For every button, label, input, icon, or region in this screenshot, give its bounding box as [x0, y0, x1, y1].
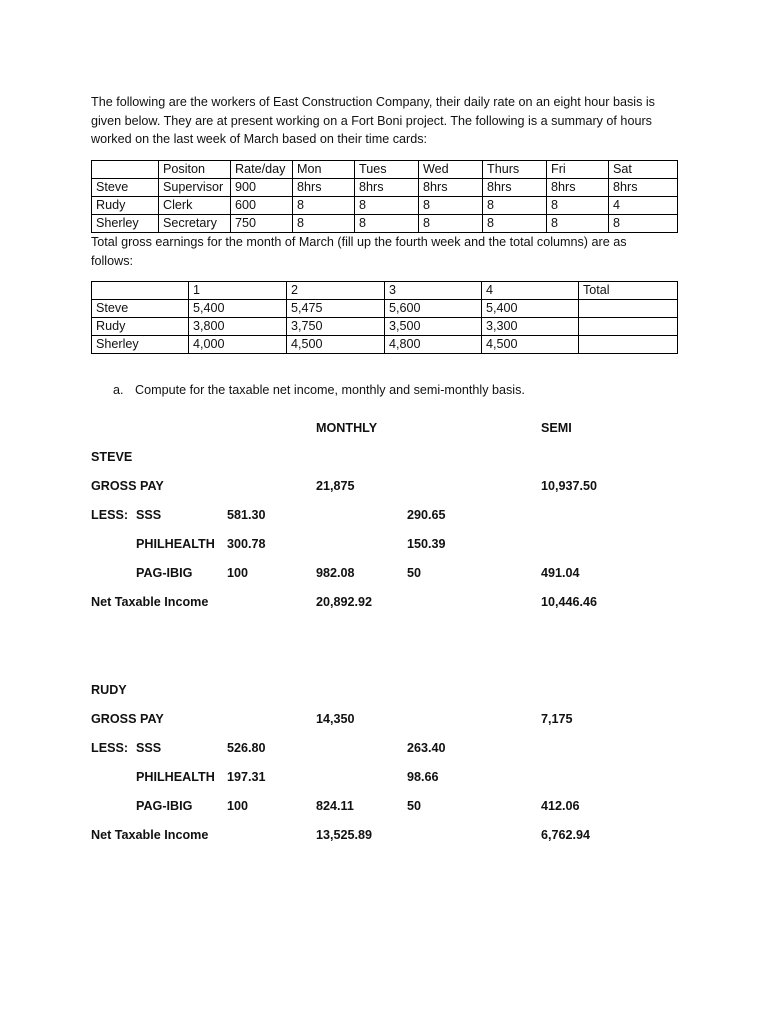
rudy-philhealth: 197.31	[227, 770, 266, 784]
table-cell: Steve	[92, 179, 159, 197]
table-cell: 8hrs	[547, 179, 609, 197]
table-cell: 600	[231, 197, 293, 215]
table-header-cell: Tues	[355, 161, 419, 179]
pagibig-label: PAG-IBIG	[136, 799, 193, 813]
rudy-sss-semi: 263.40	[407, 741, 446, 755]
steve-net-semi: 10,446.46	[541, 595, 598, 609]
earnings-intro-paragraph	[91, 233, 681, 270]
table-header-cell: 2	[287, 282, 385, 300]
table-cell: Sherley	[92, 215, 159, 233]
intro-line: The following are the workers of East Construction Company, their daily rate on an eight hour basis is	[91, 95, 655, 109]
philhealth-label: PHILHEALTH	[136, 537, 215, 551]
rudy-pagibig-semi: 50	[407, 799, 422, 813]
table-cell: 5,475	[287, 300, 385, 318]
rudy-gross-semi: 7,175	[541, 712, 573, 726]
table-cell: 8hrs	[483, 179, 547, 197]
table-cell: 8	[293, 197, 355, 215]
rudy-net-monthly: 13,525.89	[316, 828, 373, 842]
table-cell: 3,800	[189, 318, 287, 336]
monthly-header: MONTHLY	[316, 421, 378, 435]
table-cell: Secretary	[159, 215, 231, 233]
hours-table	[91, 160, 678, 233]
steve-gross-monthly: 21,875	[316, 479, 355, 493]
table-cell: 3,750	[287, 318, 385, 336]
hours-row	[92, 197, 678, 215]
table-header-cell: Total	[579, 282, 678, 300]
intro-line: given below. They are at present working on a Fort Boni project. The following is a summary of hours	[91, 113, 652, 128]
question-text: Compute for the taxable net income, monthly and semi-monthly basis.	[135, 383, 525, 397]
table-cell: 3,300	[482, 318, 579, 336]
rudy-pagibig: 100	[227, 799, 249, 813]
semi-header: SEMI	[541, 421, 572, 435]
table-header-cell: Fri	[547, 161, 609, 179]
table-cell: 8hrs	[419, 179, 483, 197]
steve-sss: 581.30	[227, 508, 266, 522]
table-header-cell: Wed	[419, 161, 483, 179]
table-cell: 4	[609, 197, 678, 215]
table-header-cell: Thurs	[483, 161, 547, 179]
steve-philhealth-semi: 150.39	[407, 537, 446, 551]
table-cell: Steve	[92, 300, 189, 318]
table-cell: 4,800	[385, 336, 482, 354]
net-taxable-label: Net Taxable Income	[91, 595, 209, 609]
question-letter: a.	[113, 383, 124, 397]
sss-label: SSS	[136, 508, 162, 522]
sss-label: SSS	[136, 741, 162, 755]
table-cell: Rudy	[92, 318, 189, 336]
table-cell: Sherley	[92, 336, 189, 354]
rudy-sss: 526.80	[227, 741, 266, 755]
table-cell: 8	[355, 197, 419, 215]
hours-row	[92, 179, 678, 197]
table-cell: 900	[231, 179, 293, 197]
earnings-header-row	[92, 282, 678, 300]
earnings-intro-line: Total gross earnings for the month of March (fill up the fourth week and the total columns) are as	[91, 235, 627, 249]
table-cell: 8	[547, 215, 609, 233]
earnings-row	[92, 336, 678, 354]
table-header-cell: Rate/day	[231, 161, 293, 179]
question-a	[113, 383, 525, 397]
table-header-cell	[92, 282, 189, 300]
table-cell: 750	[231, 215, 293, 233]
rudy-net-semi: 6,762.94	[541, 828, 591, 842]
table-header-cell: Positon	[159, 161, 231, 179]
hours-header-row	[92, 161, 678, 179]
table-cell: 8	[419, 197, 483, 215]
rudy-philhealth-semi: 98.66	[407, 770, 439, 784]
steve-gross-semi: 10,937.50	[541, 479, 598, 493]
table-cell: Supervisor	[159, 179, 231, 197]
steve-net-monthly: 20,892.92	[316, 595, 373, 609]
table-header-cell: 4	[482, 282, 579, 300]
steve-philhealth: 300.78	[227, 537, 266, 551]
gross-pay-label: GROSS PAY	[91, 712, 164, 726]
table-cell: 5,400	[189, 300, 287, 318]
table-header-cell	[92, 161, 159, 179]
net-taxable-label: Net Taxable Income	[91, 828, 209, 842]
table-cell: 3,500	[385, 318, 482, 336]
table-cell: 8	[547, 197, 609, 215]
table-cell: 5,600	[385, 300, 482, 318]
less-label: LESS:	[91, 508, 129, 522]
table-header-cell: Sat	[609, 161, 678, 179]
employee-name-rudy: RUDY	[91, 683, 127, 697]
table-cell: 4,500	[287, 336, 385, 354]
gross-pay-label: GROSS PAY	[91, 479, 164, 493]
table-header-cell: Mon	[293, 161, 355, 179]
earnings-table	[91, 281, 678, 354]
intro-paragraph	[91, 93, 681, 149]
table-header-cell: 1	[189, 282, 287, 300]
steve-pagibig-semi: 50	[407, 566, 422, 580]
pagibig-label: PAG-IBIG	[136, 566, 193, 580]
table-cell: 8hrs	[293, 179, 355, 197]
rudy-deductions-monthly: 824.11	[316, 799, 354, 813]
table-cell	[579, 300, 678, 318]
philhealth-label: PHILHEALTH	[136, 770, 215, 784]
steve-sss-semi: 290.65	[407, 508, 446, 522]
rudy-gross-monthly: 14,350	[316, 712, 355, 726]
table-cell: 4,500	[482, 336, 579, 354]
table-cell	[579, 318, 678, 336]
steve-pagibig: 100	[227, 566, 249, 580]
earnings-row	[92, 300, 678, 318]
table-cell: 8hrs	[355, 179, 419, 197]
less-label: LESS:	[91, 741, 129, 755]
table-cell: 8hrs	[609, 179, 678, 197]
table-cell: 8	[355, 215, 419, 233]
table-cell: 8	[483, 197, 547, 215]
earnings-row	[92, 318, 678, 336]
table-cell: 8	[483, 215, 547, 233]
rudy-deductions-semi: 412.06	[541, 799, 580, 813]
table-cell: 5,400	[482, 300, 579, 318]
table-cell: Clerk	[159, 197, 231, 215]
table-cell: 4,000	[189, 336, 287, 354]
table-cell: Rudy	[92, 197, 159, 215]
steve-deductions-monthly: 982.08	[316, 566, 355, 580]
employee-name-steve: STEVE	[91, 450, 133, 464]
table-cell: 8	[293, 215, 355, 233]
steve-deductions-semi: 491.04	[541, 566, 580, 580]
earnings-intro-line: follows:	[91, 253, 133, 268]
table-cell: 8	[419, 215, 483, 233]
table-cell	[579, 336, 678, 354]
hours-row	[92, 215, 678, 233]
intro-line: worked on the last week of March based on their time cards:	[91, 132, 427, 146]
table-header-cell: 3	[385, 282, 482, 300]
table-cell: 8	[609, 215, 678, 233]
